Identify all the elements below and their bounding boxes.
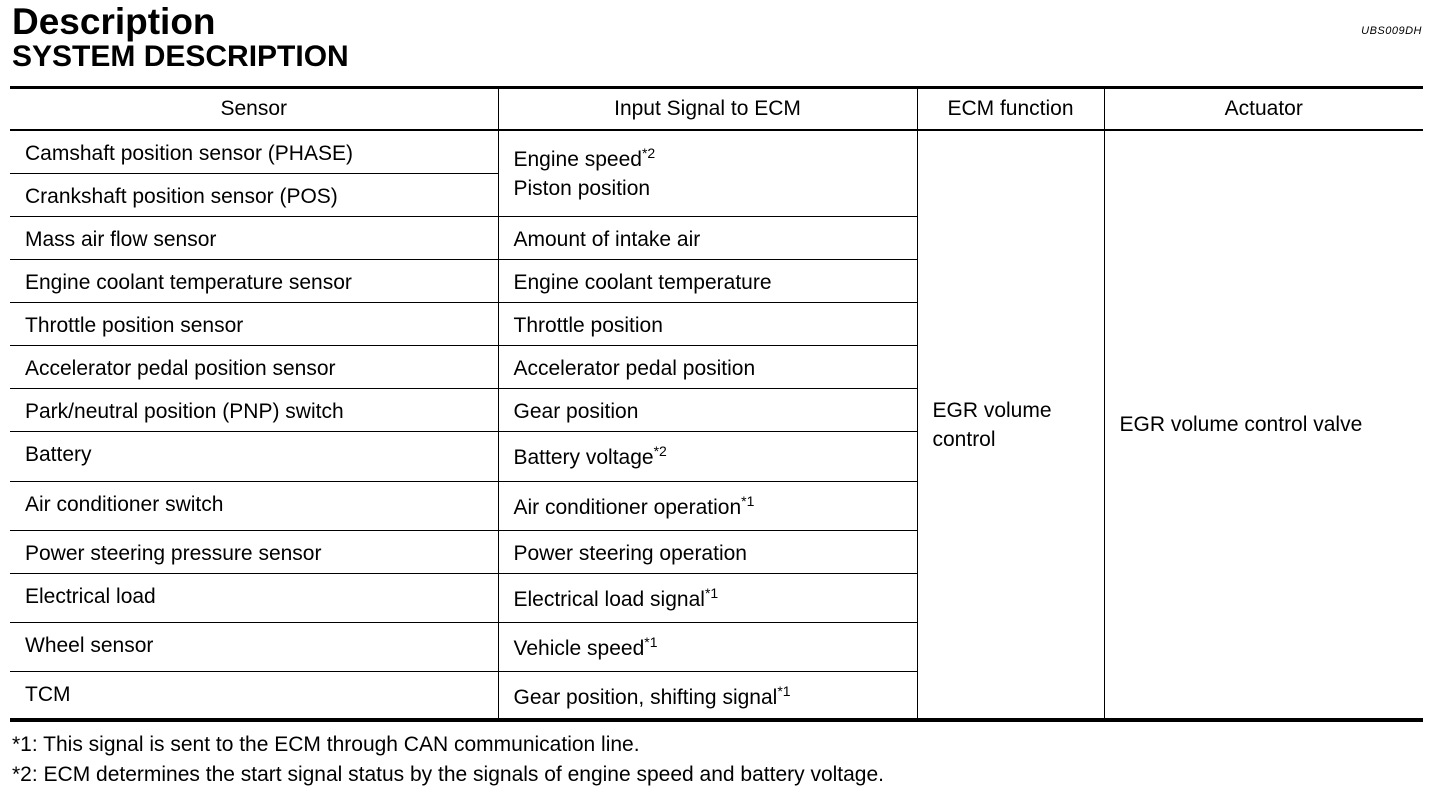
signal-label: Engine coolant temperature — [513, 270, 772, 294]
document-id: UBS009DH — [1361, 25, 1422, 37]
signal-label: Accelerator pedal position — [513, 356, 756, 380]
sensor-cell — [10, 130, 498, 173]
sensor-cell — [10, 530, 498, 573]
header-ecm-function: ECM function — [917, 88, 1104, 131]
sensor-label: Throttle position sensor — [25, 313, 244, 337]
signal-cell — [498, 671, 917, 720]
system-description-table — [10, 86, 1423, 722]
signal-cell — [498, 388, 917, 431]
signal-cell — [498, 302, 917, 345]
footnote-ref: *2 — [653, 442, 667, 459]
sensor-cell — [10, 173, 498, 216]
footnotes — [12, 730, 884, 790]
header-actuator: Actuator — [1104, 88, 1423, 131]
sensor-label: Power steering pressure sensor — [25, 541, 322, 565]
signal-cell — [498, 259, 917, 302]
sensor-label: Camshaft position sensor (PHASE) — [25, 142, 353, 165]
footnote-ref: *1 — [777, 682, 791, 699]
signal-label: Electrical load signal$^{*1}$ — [513, 584, 719, 611]
signal-label: Gear position — [513, 399, 639, 423]
sensor-cell — [10, 671, 498, 720]
signal-label: Throttle position — [513, 313, 663, 337]
sensor-label: Accelerator pedal position sensor — [25, 356, 336, 380]
section-title: SYSTEM DESCRIPTION — [12, 40, 349, 73]
header-sensor: Sensor — [10, 88, 498, 131]
sensor-label: TCM — [25, 682, 71, 706]
signal-cell — [498, 130, 917, 216]
sensor-label: Park/neutral position (PNP) switch — [25, 399, 344, 423]
footnote-ref: *1 — [741, 492, 755, 509]
ecm-function-cell — [917, 130, 1104, 720]
actuator-label: EGR volume control valve — [1119, 413, 1363, 436]
sensor-cell — [10, 302, 498, 345]
footnote-ref: *2 — [641, 145, 656, 161]
signal-cell — [498, 481, 917, 530]
signal-label: Air conditioner operation$^{*1}$ — [513, 492, 755, 519]
sensor-cell — [10, 345, 498, 388]
actuator-cell — [1104, 130, 1423, 720]
footnote-ref: *1 — [644, 633, 658, 650]
signal-label: Amount of intake air — [513, 227, 701, 251]
page-title: Description — [12, 1, 216, 42]
signal-cell — [498, 622, 917, 671]
sensor-cell — [10, 259, 498, 302]
ecm-function-line: EGR volume — [932, 398, 1052, 422]
sensor-cell — [10, 573, 498, 622]
sensor-cell — [10, 431, 498, 481]
sensor-label: Air conditioner switch — [25, 492, 224, 516]
footnote: *2: ECM determines the start signal status by the signals of engine speed and battery voltage. — [12, 763, 885, 786]
sensor-label: Battery — [25, 442, 92, 466]
sensor-cell — [10, 388, 498, 431]
sensor-label: Electrical load — [25, 584, 156, 608]
signal-cell — [498, 216, 917, 259]
ecm-function-line: control — [932, 427, 996, 451]
header-input-signal: Input Signal to ECM — [498, 88, 917, 131]
signal-cell — [498, 530, 917, 573]
sensor-label: Mass air flow sensor — [25, 227, 217, 251]
signal-cell — [498, 345, 917, 388]
signal-label: Vehicle speed$^{*1}$ — [513, 633, 658, 660]
sensor-cell — [10, 216, 498, 259]
table-header-row — [10, 88, 1423, 131]
signal-label: Gear position, shifting signal$^{*1}$ — [513, 682, 791, 709]
sensor-label: Wheel sensor — [25, 633, 154, 657]
table-row — [10, 130, 1423, 173]
footnote-ref: *1 — [704, 584, 719, 601]
sensor-cell — [10, 622, 498, 671]
sensor-label: Crankshaft position sensor (POS) — [25, 184, 338, 208]
signal-cell — [498, 573, 917, 622]
signal-label: Battery voltage$^{*2}$ — [513, 442, 667, 469]
footnote: *1: This signal is sent to the ECM through CAN communication line. — [12, 733, 640, 756]
signal-label: Piston position — [513, 177, 651, 200]
signal-cell — [498, 431, 917, 481]
sensor-cell — [10, 481, 498, 530]
sensor-label: Engine coolant temperature sensor — [25, 270, 352, 294]
signal-label: Power steering operation — [513, 541, 747, 565]
signal-label: Engine speed$^{*2}$ — [513, 145, 656, 171]
